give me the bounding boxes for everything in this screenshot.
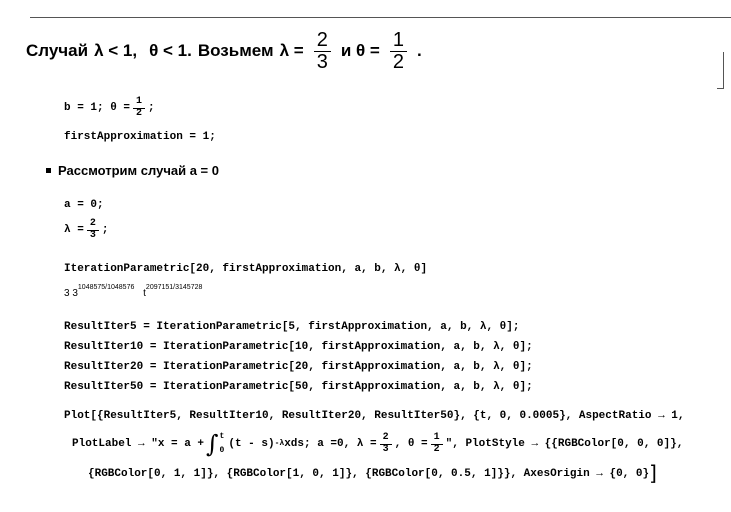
cell-lambda-end: ; — [101, 224, 109, 236]
fraction-numerator: 1 — [433, 432, 440, 443]
heading-lambda-eq: λ = — [279, 41, 304, 60]
integral-lower-limit: 0 — [219, 446, 225, 455]
kernel-exponent: -λ — [274, 439, 285, 448]
plot-lambda-fraction — [380, 433, 392, 455]
integral-upper-limit: t — [219, 432, 225, 441]
plot-cell-line-2[interactable] — [72, 428, 683, 460]
heading-theta-fraction — [390, 30, 407, 73]
output-cell-iteration[interactable] — [64, 284, 202, 299]
output-exponent-1: 1048575/1048576 — [77, 284, 135, 291]
cell-b-end: ; — [148, 102, 155, 114]
section-bullet-icon — [46, 168, 51, 173]
plot-label-start: PlotLabel → "x = a + — [72, 438, 205, 450]
input-cell-a[interactable]: a = 0; — [64, 199, 104, 211]
plot-cell-line-3[interactable] — [88, 461, 657, 485]
cell-b-text: b = 1; θ = — [64, 102, 131, 114]
fraction-denominator: 3 — [87, 230, 99, 242]
input-cell-result-iter50[interactable]: ResultIter50 = IterationParametric[50, firstApproximation, a, b, λ, θ]; — [64, 381, 533, 393]
lambda-fraction — [87, 219, 99, 241]
output-t: t — [143, 288, 146, 299]
cell-lambda-text: λ = — [64, 224, 84, 236]
heading-cond2: θ < 1. — [149, 41, 192, 60]
plot-label-rest: xds; a =0, λ = — [284, 438, 377, 450]
fraction-numerator: 2 — [89, 218, 96, 229]
plot-cell-line-1[interactable] — [64, 409, 685, 423]
input-cell-result-iter10[interactable]: ResultIter10 = IterationParametric[10, firstApproximation, a, b, λ, θ]; — [64, 341, 533, 353]
plot-theta-fraction — [431, 433, 443, 455]
cell-top-rule — [30, 17, 731, 18]
input-cell-result-iter5[interactable]: ResultIter5 = IterationParametric[5, firstApproximation, a, b, λ, θ]; — [64, 321, 520, 333]
plot-style-start: ", PlotStyle → {{RGBColor[0, 0, 0]}, — [445, 438, 684, 450]
heading-cond1: λ < 1, — [94, 41, 138, 60]
fraction-denominator: 2 — [133, 108, 145, 120]
heading-end: . — [416, 41, 422, 60]
plot-theta-eq: , θ = — [394, 438, 428, 450]
fraction-numerator: 1 — [392, 28, 404, 51]
fraction-denominator: 3 — [380, 444, 392, 456]
input-cell-first-approximation[interactable]: firstApproximation = 1; — [64, 131, 216, 143]
input-cell-lambda[interactable] — [64, 215, 108, 245]
fraction-numerator: 1 — [136, 96, 143, 107]
section-heading[interactable] — [46, 163, 219, 178]
heading-take: Возьмем — [197, 41, 274, 60]
cell-bracket[interactable] — [717, 52, 724, 89]
section-title: Рассмотрим случай a = 0 — [58, 163, 219, 178]
fraction-numerator: 2 — [382, 432, 389, 443]
heading-and-theta: и θ = — [340, 41, 380, 60]
fraction-denominator: 3 — [314, 51, 331, 73]
output-exponent-2: 2097151/3145728 — [145, 284, 203, 291]
output-base: 3 3 — [64, 288, 78, 299]
fraction-denominator: 2 — [431, 444, 443, 456]
plot-line-1: Plot[{ResultIter5, ResultIter10, ResultIter20, ResultIter50}, {t, 0, 0.0005}, AspectRatio → 1, — [64, 410, 685, 422]
heading-text-cell[interactable] — [26, 26, 422, 76]
heading-lambda-fraction — [314, 30, 331, 73]
plot-label-kernel: (t - s) — [228, 438, 275, 450]
fraction-numerator: 2 — [316, 28, 328, 51]
input-cell-result-iter20[interactable]: ResultIter20 = IterationParametric[20, firstApproximation, a, b, λ, θ]; — [64, 361, 533, 373]
input-cell-iteration[interactable]: IterationParametric[20, firstApproximation, a, b, λ, θ] — [64, 263, 428, 275]
closing-bracket-icon: ] — [649, 461, 657, 485]
integral-icon: ∫ t 0 — [206, 430, 225, 458]
input-cell-b-theta[interactable] — [64, 93, 155, 123]
fraction-denominator: 2 — [390, 51, 407, 73]
heading-prefix: Случай — [26, 41, 89, 60]
theta-fraction — [133, 97, 145, 119]
plot-line-3: {RGBColor[0, 1, 1]}, {RGBColor[1, 0, 1]}, {RGBColor[0, 0.5, 1]}}, AxesOrigin → {0, 0} — [88, 467, 650, 480]
